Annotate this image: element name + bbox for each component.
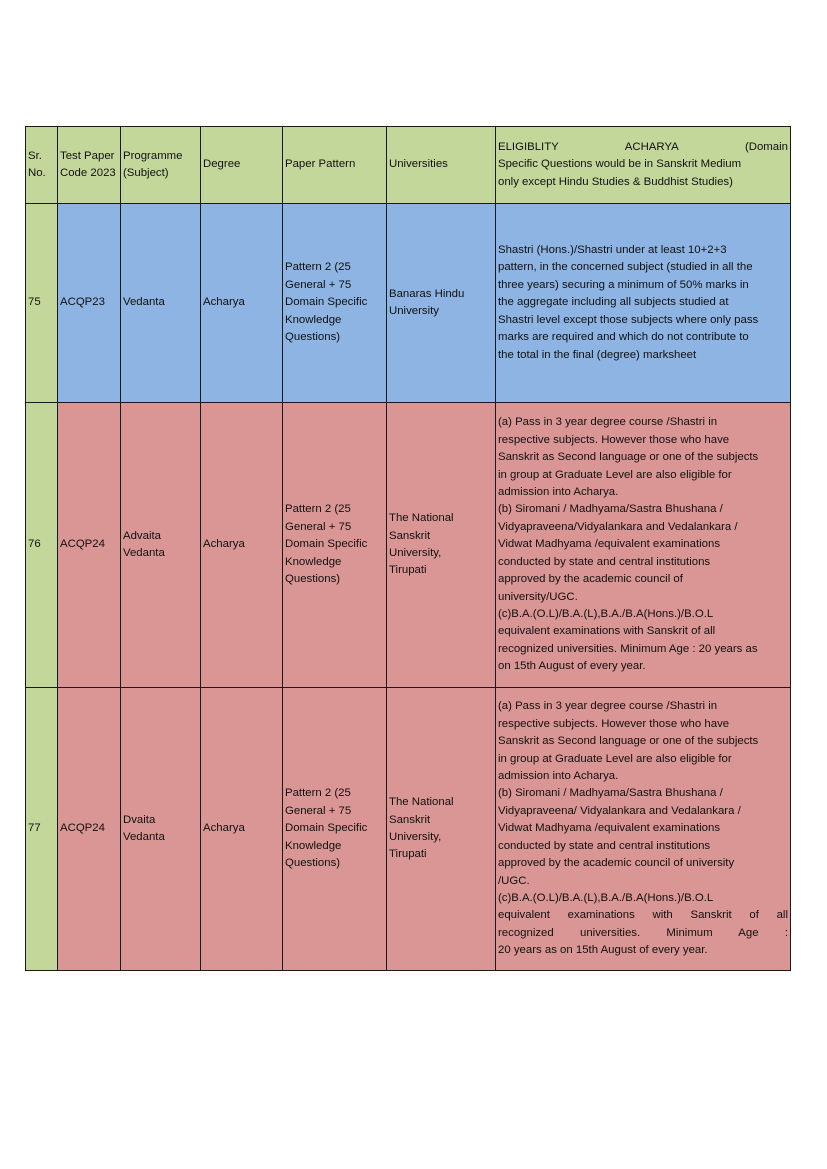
eligibility-table (25, 126, 791, 971)
cell-programme: Advaita Vedanta (121, 403, 201, 688)
cell-paper-pattern: Pattern 2 (25 General + 75 Domain Specific Knowledge Questions) (283, 403, 387, 688)
cell-sr-no: 76 (26, 403, 58, 688)
cell-sr-no: 77 (26, 688, 58, 971)
cell-paper-pattern: Pattern 2 (25 General + 75 Domain Specific Knowledge Questions) (283, 204, 387, 403)
header-test-paper-code: Test Paper Code 2023 (58, 127, 121, 204)
table-row (26, 204, 791, 403)
header-universities: Universities (387, 127, 496, 204)
cell-eligibility: (a) Pass in 3 year degree course /Shastri in respective subjects. However those who have Sanskrit as Second language or one of the subjects in group at Graduate Level are also eligible for admission into Acharya. (b) Siromani / Madhyama/Sastra Bhushana / Vidyapraveena/Vidyalankara and Vedalankara / Vidwat Madhyama /equivalent examinations conducted by state and central institutions approved by the academic council of university/UGC. (c)B.A.(O.L)/B.A.(L),B.A./B.A(Hons.)/B.O.L equivalent examinations with Sanskrit of all recognized universities. Minimum Age : 20 years as on 15th August of every year. (496, 403, 791, 688)
cell-eligibility: Shastri (Hons.)/Shastri under at least 10+2+3 pattern, in the concerned subject (studied in all the three years) securing a minimum of 50% marks in the aggregate including all subjects studied at Shastri level except those subjects where only pass marks are required and which do not contribute to the total in the final (degree) marksheet (496, 204, 791, 403)
header-programme: Programme (Subject) (121, 127, 201, 204)
cell-university: The National Sanskrit University, Tirupati (387, 403, 496, 688)
header-sr-no: Sr. No. (26, 127, 58, 204)
cell-eligibility: (a) Pass in 3 year degree course /Shastri in respective subjects. However those who have Sanskrit as Second language or one of the subjects in group at Graduate Level are also eligible for admission into Acharya. (b) Siromani / Madhyama/Sastra Bhushana / Vidyapraveena/ Vidyalankara and Vedalankara / Vidwat Madhyama /equivalent examinations conducted by state and central institutions approved by the academic council of university /UGC. (c)B.A.(O.L)/B.A.(L),B.A./B.A(Hons.)/B.O.L equivalent examinations with Sanskrit of all recognized universities. Minimum Age : 20 years as on 15th August of every year. (496, 688, 791, 971)
cell-programme: Vedanta (121, 204, 201, 403)
cell-sr-no: 75 (26, 204, 58, 403)
cell-programme: Dvaita Vedanta (121, 688, 201, 971)
header-paper-pattern: Paper Pattern (283, 127, 387, 204)
table-header-row (26, 127, 791, 204)
header-eligibility: ELIGIBLITY ACHARYA (Domain Specific Questions would be in Sanskrit Medium only except Hindu Studies & Buddhist Studies) (496, 127, 791, 204)
cell-paper-pattern: Pattern 2 (25 General + 75 Domain Specific Knowledge Questions) (283, 688, 387, 971)
header-degree: Degree (201, 127, 283, 204)
table-row (26, 688, 791, 971)
cell-degree: Acharya (201, 403, 283, 688)
table-row (26, 403, 791, 688)
cell-degree: Acharya (201, 204, 283, 403)
cell-university: The National Sanskrit University, Tirupati (387, 688, 496, 971)
cell-test-paper-code: ACQP24 (58, 688, 121, 971)
cell-university: Banaras Hindu University (387, 204, 496, 403)
cell-test-paper-code: ACQP24 (58, 403, 121, 688)
cell-degree: Acharya (201, 688, 283, 971)
cell-test-paper-code: ACQP23 (58, 204, 121, 403)
